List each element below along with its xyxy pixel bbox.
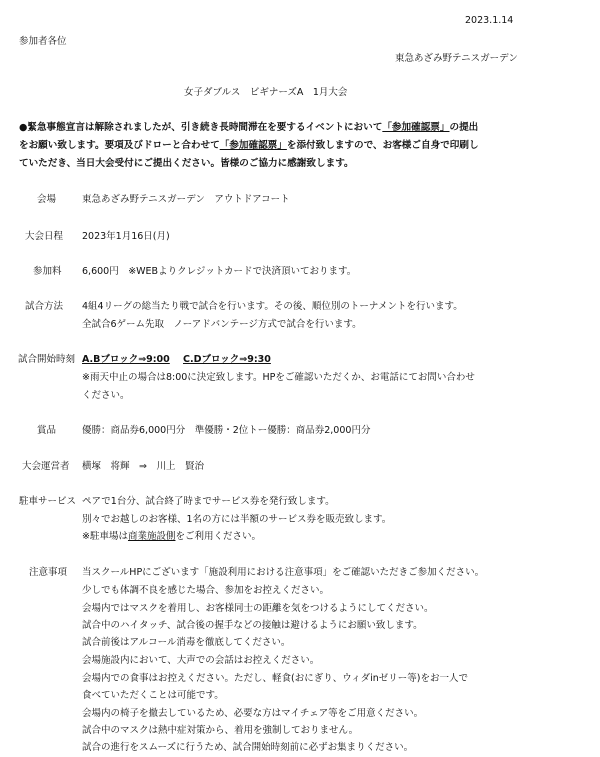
event-date-value: 2023年1月16日(月) [82, 231, 170, 242]
parking-line-1: ペアで1台分、試合終了時までサービス券を発行致します。 [82, 496, 335, 507]
parking-line-2: 別々でお越しのお客様、1名の方には半額のサービス券を販売致します。 [82, 514, 392, 525]
parking-text: をご利用ください。 [175, 531, 261, 542]
fee-value: 6,600円 ※WEBよりクレジットカードで決済頂いております。 [82, 266, 357, 277]
document-date: 2023.1.14 [465, 15, 514, 26]
prize-label: 賞品 [37, 425, 57, 436]
start-time-cd: C.Dブロック⇒9:30 [183, 354, 271, 365]
notice-text: をお願い致します。要項及びドローと合わせて [19, 140, 220, 151]
confirmation-form-link: 「参加確認票」 [382, 122, 450, 133]
staff-value: 横塚 将輝 ⇒ 川上 賢治 [82, 461, 204, 472]
method-line-2: 全試合6ゲーム先取 ノーアドバンテージ方式で試合を行います。 [82, 319, 362, 330]
event-title: 女子ダブルス ビギナーズA 1月大会 [184, 87, 348, 98]
venue-value: 東急あざみ野テニスガーデン アウトドアコート [82, 194, 290, 205]
parking-text: ※駐車場は [82, 531, 128, 542]
note-item: 会場内ではマスクを着用し、お客様同士の距離を気をつけるようにしてください。 [82, 603, 434, 614]
staff-label: 大会運営者 [22, 461, 70, 472]
note-item: 試合中のハイタッチ、試合後の握手などの接触は避けるようにお願い致します。 [82, 620, 423, 631]
rain-note-line-1: ※雨天中止の場合は8:00に決定致します。HPをご確認いただくか、お電話にてお問い合わせ [82, 372, 475, 383]
method-label: 試合方法 [25, 301, 64, 312]
recipient: 参加者各位 [19, 36, 67, 47]
note-item: 試合の進行をスムーズに行うため、試合開始時刻前に必ずお集まりください。 [82, 742, 414, 753]
note-item: 会場内での食事はお控えください。ただし、軽食(おにぎり、ウィダinゼリー等)をお一人で [82, 673, 469, 684]
note-item: 会場内の椅子を撤去しているため、必要な方はマイチェア等をご用意ください。 [82, 708, 424, 719]
start-time-ab: A.Bブロック⇒9:00 [82, 354, 170, 365]
note-item: 試合前後はアルコール消毒を徹底してください。 [82, 637, 291, 648]
commercial-facility-link: 商業施設側 [127, 531, 176, 542]
event-date-label: 大会日程 [25, 231, 64, 242]
method-line-1: 4組4リーグの総当たり戦で試合を行います。その後、順位別のトーナメントを行います。 [82, 301, 463, 312]
notice-line-1 [19, 119, 478, 137]
start-time-label: 試合開始時刻 [18, 354, 76, 365]
organizer: 東急あざみ野テニスガーデン [395, 53, 518, 64]
note-item: 少しでも体調不良を感じた場合、参加をお控えください。 [82, 585, 330, 596]
notice-text: の提出 [449, 122, 479, 133]
notice-line-2 [19, 137, 479, 155]
note-item: 食べていただくことは可能です。 [82, 690, 224, 701]
rain-note-line-2: ください。 [82, 390, 130, 401]
parking-label: 駐車サービス [19, 496, 77, 507]
notes-label: 注意事項 [29, 567, 68, 578]
notice-line-3: ていただき、当日大会受付にご提出ください。皆様のご協力に感謝致します。 [19, 158, 354, 169]
fee-label: 参加料 [33, 266, 62, 277]
parking-line-3 [82, 530, 261, 543]
note-item: 当スクールHPにございます「施設利用における注意事項」をご確認いただきご参加ください。 [82, 567, 485, 578]
note-item: 会場施設内において、大声での会話はお控えください。 [82, 655, 320, 666]
note-item: 試合中のマスクは熱中症対策から、着用を強制しておりません。 [82, 725, 359, 736]
confirmation-form-link: 「参加確認票」 [219, 140, 287, 151]
prize-value: 優勝：商品券6,000円分 準優勝・2位トー優勝：商品券2,000円分 [82, 425, 371, 436]
notice-text: を添付致しますので、お客様ご自身で印刷し [286, 140, 479, 151]
notice-text: ●緊急事態宣言は解除されましたが、引き続き長時間滞在を要するイベントにおいて [19, 122, 383, 133]
venue-label: 会場 [37, 194, 57, 205]
